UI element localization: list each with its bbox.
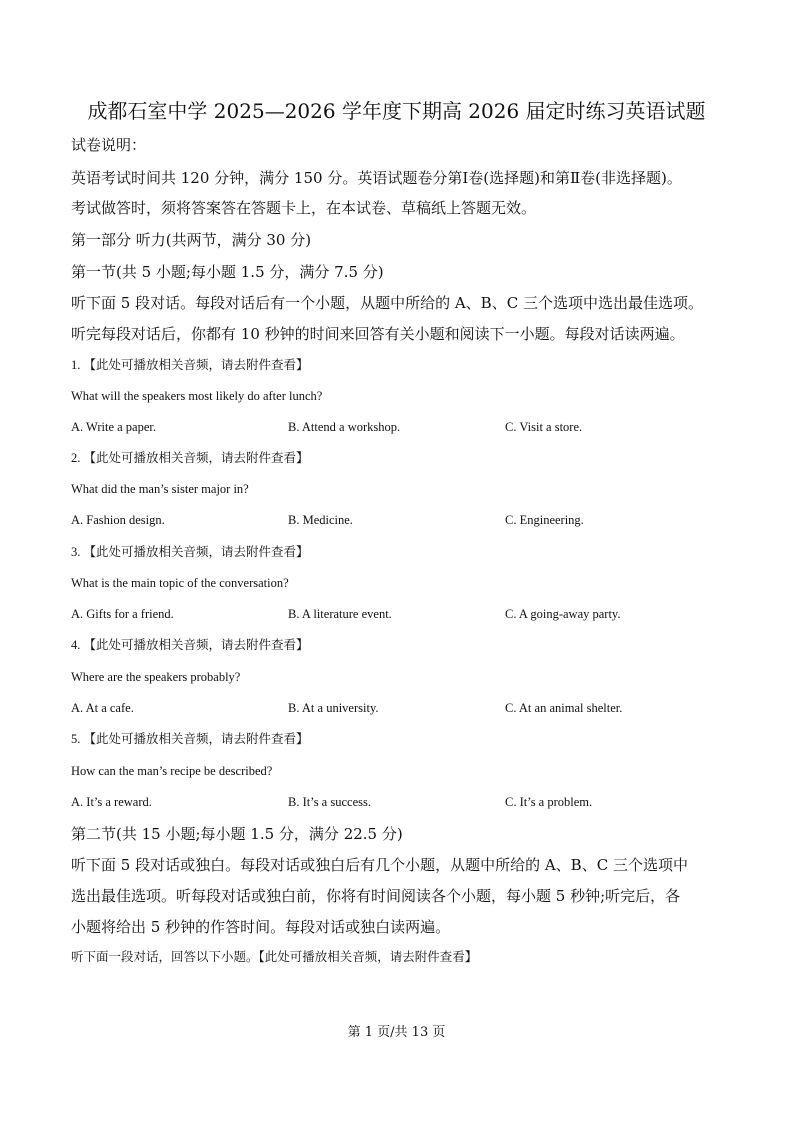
section-one-instruction-2: 听完每段对话后，你都有 10 秒钟的时间来回答有关小题和阅读下一小题。每段对话读两遍。 <box>71 325 685 343</box>
exam-title: 成都石室中学 2025—2026 学年度下期高 2026 届定时练习英语试题 <box>87 99 706 123</box>
part-one-heading: 第一部分 听力(共两节，满分 30 分) <box>71 231 312 249</box>
option-b: B. Attend a workshop. <box>288 420 401 434</box>
option-b: B. At a university. <box>288 701 379 715</box>
instructions-heading: 试卷说明： <box>71 136 147 154</box>
section-two-instruction-3: 小题将给出 5 秒钟的作答时间。每段对话或独白读两遍。 <box>71 918 451 936</box>
option-a: A. Gifts for a friend. <box>71 607 174 621</box>
section-one-instruction-1: 听下面 5 段对话。每段对话后有一个小题，从题中所给的 A、B、C 三个选项中选出最佳选项。 <box>71 294 703 312</box>
options-q2 <box>71 512 731 528</box>
instructions-line-2: 考试做答时，须将答案答在答题卡上，在本试卷、草稿纸上答题无效。 <box>71 199 537 217</box>
question-2: What did the man’s sister major in? <box>71 482 249 496</box>
option-a: A. Write a paper. <box>71 420 156 434</box>
question-4: Where are the speakers probably? <box>71 670 241 684</box>
option-c: C. Engineering. <box>505 513 584 527</box>
option-c: C. At an animal shelter. <box>505 701 623 715</box>
option-c: C. A going-away party. <box>505 607 621 621</box>
audio-link-q4[interactable]: 4. 【此处可播放相关音频，请去附件查看】 <box>71 638 309 652</box>
audio-link-section-two[interactable]: 听下面一段对话，回答以下小题。【此处可播放相关音频，请去附件查看】 <box>71 950 478 964</box>
options-q3 <box>71 606 731 622</box>
audio-link-q3[interactable]: 3. 【此处可播放相关音频，请去附件查看】 <box>71 545 309 559</box>
options-q1 <box>71 419 731 435</box>
instructions-line-1: 英语考试时间共 120 分钟，满分 150 分。英语试题卷分第Ⅰ卷(选择题)和第Ⅱ卷(非选择题)。 <box>71 169 682 187</box>
section-two-instruction-2: 选出最佳选项。听每段对话或独白前，你将有时间阅读各个小题，每小题 5 秒钟;听完后，各 <box>71 887 681 905</box>
question-1: What will the speakers most likely do after lunch? <box>71 389 323 403</box>
audio-link-q1[interactable]: 1. 【此处可播放相关音频，请去附件查看】 <box>71 358 309 372</box>
section-two-instruction-1: 听下面 5 段对话或独白。每段对话或独白后有几个小题，从题中所给的 A、B、C 三个选项中 <box>71 856 688 874</box>
audio-link-q5[interactable]: 5. 【此处可播放相关音频，请去附件查看】 <box>71 732 309 746</box>
audio-link-q2[interactable]: 2. 【此处可播放相关音频，请去附件查看】 <box>71 451 309 465</box>
option-b: B. It’s a success. <box>288 795 371 809</box>
question-5: How can the man’s recipe be described? <box>71 764 273 778</box>
option-a: A. It’s a reward. <box>71 795 152 809</box>
section-one-heading: 第一节(共 5 小题;每小题 1.5 分，满分 7.5 分) <box>71 263 384 281</box>
option-b: B. Medicine. <box>288 513 353 527</box>
section-two-heading: 第二节(共 15 小题;每小题 1.5 分，满分 22.5 分) <box>71 825 403 843</box>
question-3: What is the main topic of the conversation? <box>71 576 289 590</box>
option-a: A. Fashion design. <box>71 513 165 527</box>
options-q4 <box>71 700 731 716</box>
option-c: C. It’s a problem. <box>505 795 593 809</box>
option-c: C. Visit a store. <box>505 420 583 434</box>
options-q5 <box>71 794 731 810</box>
option-a: A. At a cafe. <box>71 701 134 715</box>
option-b: B. A literature event. <box>288 607 392 621</box>
page-number: 第 1 页/共 13 页 <box>347 1025 446 1040</box>
